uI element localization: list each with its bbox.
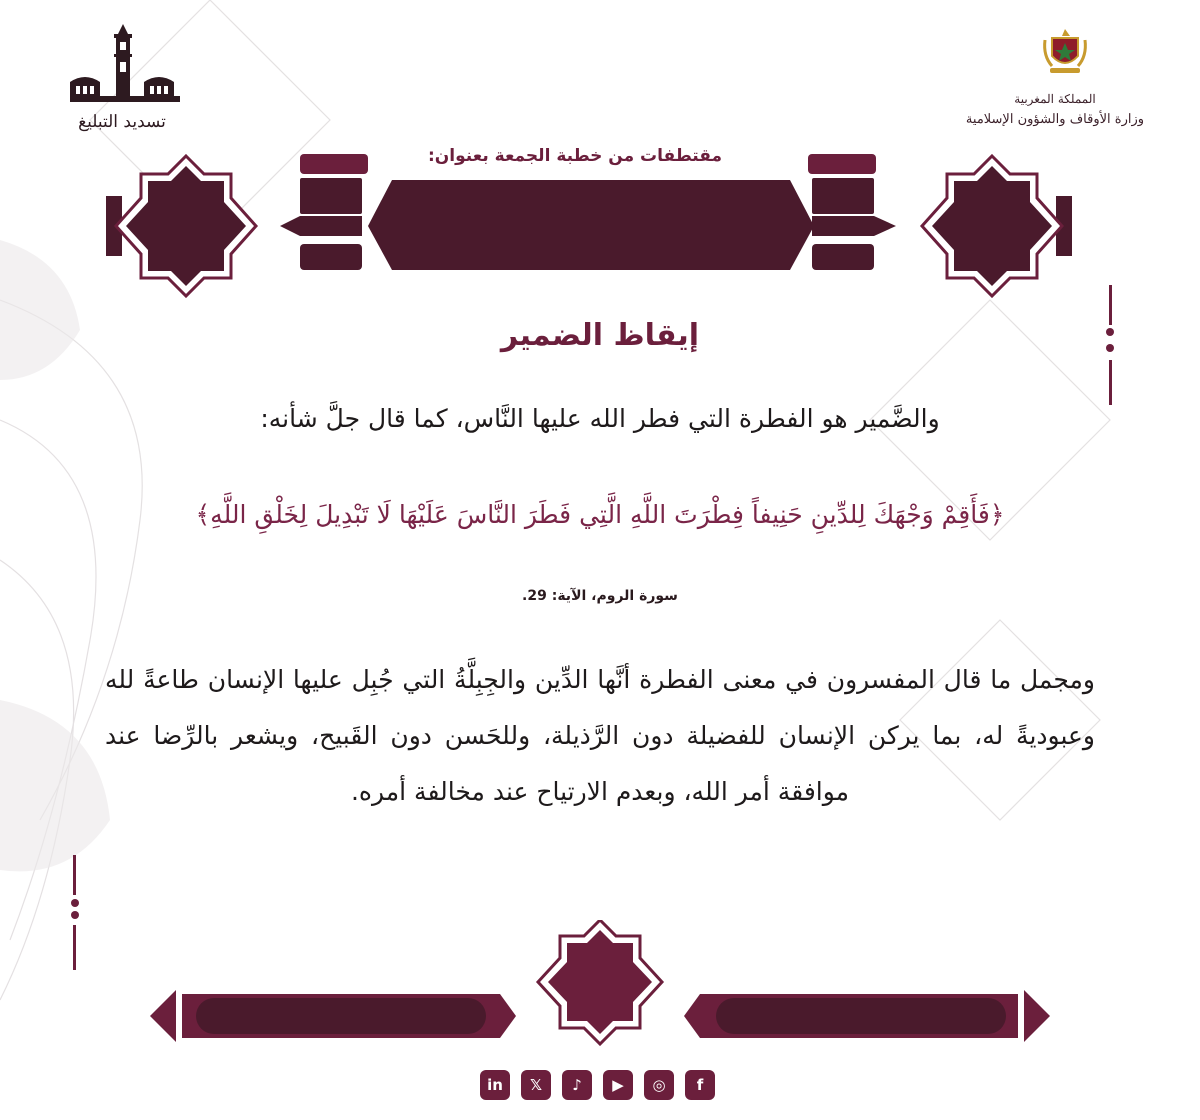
- intro-line: والضَّمير هو الفطرة التي فطر الله عليها النَّاس، كما قال جلَّ شأنه:: [260, 404, 940, 433]
- linkedin-icon[interactable]: in: [480, 1070, 510, 1100]
- program-logo-caption: تسديد التبليغ: [78, 112, 166, 132]
- header-banner: [0, 0, 1200, 300]
- x-icon[interactable]: 𝕏: [521, 1070, 551, 1100]
- right-ornament: [1106, 285, 1114, 405]
- verse-reference: سورة الروم، الآية: 29.: [522, 588, 678, 604]
- tiktok-icon[interactable]: ♪: [562, 1070, 592, 1100]
- instagram-icon[interactable]: ◎: [644, 1070, 674, 1100]
- kingdom-name: المملكة المغربية: [1014, 92, 1096, 106]
- quran-verse: ﴿فَأَقِمْ وَجْهَكَ لِلدِّينِ حَنِيفاً فِطْرَتَ اللَّهِ الَّتِي فَطَرَ النَّاسَ عَلَيْهَا لَا تَبْدِيلَ لِخَلْقِ اللَّهِ﴾: [195, 500, 1005, 529]
- footer-banner: [0, 920, 1200, 1070]
- social-icons-row: [480, 1070, 715, 1100]
- khutba-subtitle: مقتطفات من خطبة الجمعة بعنوان:: [428, 146, 722, 166]
- ministry-name: وزارة الأوقاف والشؤون الإسلامية: [965, 112, 1145, 127]
- body-paragraph: ومجمل ما قال المفسرون في معنى الفطرة أنَّها الدِّين والجِبِلَّةُ التي جُبِل عليها الإنسان طاعةً لله وعبوديةً له، بما يركن الإنسان للفضيلة دون الرَّذيلة، وللحَسن دون القَبيح، ويشعر بالرِّضا عند موافقة أمر الله، وبعدم الارتياح عند مخالفة أمره.: [105, 665, 1095, 806]
- youtube-icon[interactable]: ▶: [603, 1070, 633, 1100]
- section-title: إيقاظ الضمير: [500, 318, 700, 353]
- facebook-icon[interactable]: f: [685, 1070, 715, 1100]
